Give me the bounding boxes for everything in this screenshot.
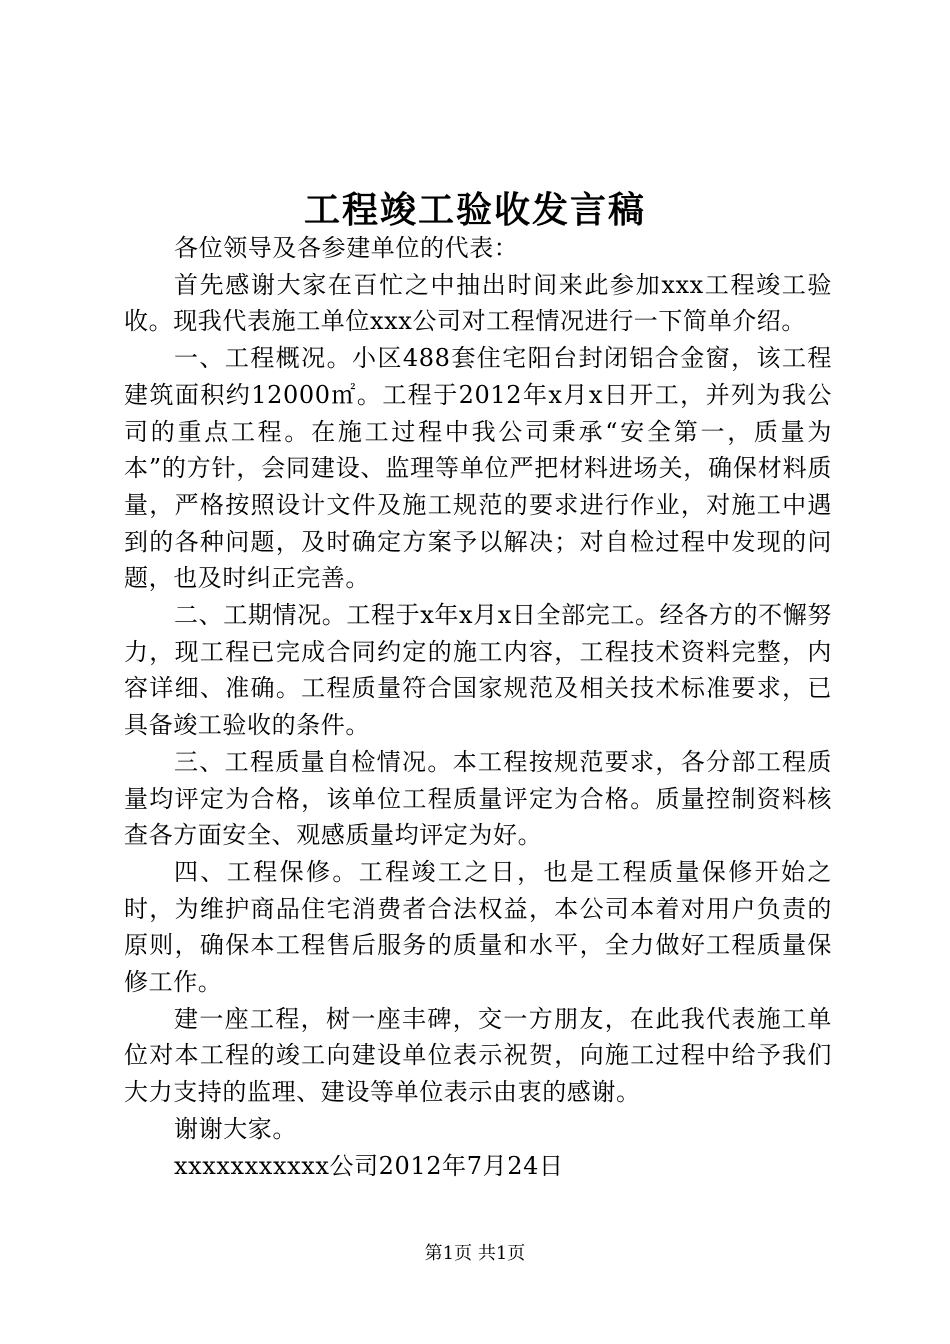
warranty-paragraph: 四、工程保修。工程竣工之日，也是工程质量保修开始之时，为维护商品住宅消费者合法权益，本公司本着对用户负责的原则，确保本工程售后服务的质量和水平，全力做好工程质量保修工作。 bbox=[124, 857, 832, 997]
page-number-footer: 第1页 共1页 bbox=[424, 1243, 526, 1264]
quality-check-paragraph: 三、工程质量自检情况。本工程按规范要求，各分部工程质量均评定为合格，该单位工程质量评定为合格。质量控制资料核查各方面安全、观感质量均评定为好。 bbox=[124, 747, 832, 850]
document-body bbox=[124, 230, 832, 1184]
salutation-paragraph: 各位领导及各参建单位的代表： bbox=[174, 234, 519, 262]
signature-line: xxxxxxxxxxx公司2012年7月24日 bbox=[174, 1151, 564, 1180]
schedule-paragraph: 二、工期情况。工程于x年x月x日全部完工。经各方的不懈努力，现工程已完成合同约定的施工内容，工程技术资料完整，内容详细、准确。工程质量符合国家规范及相关技术标准要求，已具备竣工验收的条件。 bbox=[124, 601, 832, 740]
document-title: 工程竣工验收发言稿 bbox=[303, 189, 646, 231]
thanks-paragraph: 建一座工程，树一座丰碑，交一方朋友，在此我代表施工单位对本工程的竣工向建设单位表示祝贺，向施工过程中给予我们大力支持的监理、建设等单位表示由衷的感谢。 bbox=[124, 1004, 832, 1107]
project-overview-paragraph: 一、工程概况。小区488套住宅阳台封闭铝合金窗，该工程建筑面积约12000㎡。工程于2012年x月x日开工，并列为我公司的重点工程。在施工过程中我公司秉承“安全第一，质量为本”的方针，会同建设、监理等单位严把材料进场关，确保材料质量，严格按照设计文件及施工规范的要求进行作业，对施工中遇到的各种问题，及时确定方案予以解决；对自检过程中发现的问题，也及时纠正完善。 bbox=[124, 344, 832, 593]
closing-paragraph: 谢谢大家。 bbox=[174, 1114, 297, 1143]
intro-paragraph: 首先感谢大家在百忙之中抽出时间来此参加xxx工程竣工验收。现我代表施工单位xxx公司对工程情况进行一下简单介绍。 bbox=[124, 270, 832, 336]
